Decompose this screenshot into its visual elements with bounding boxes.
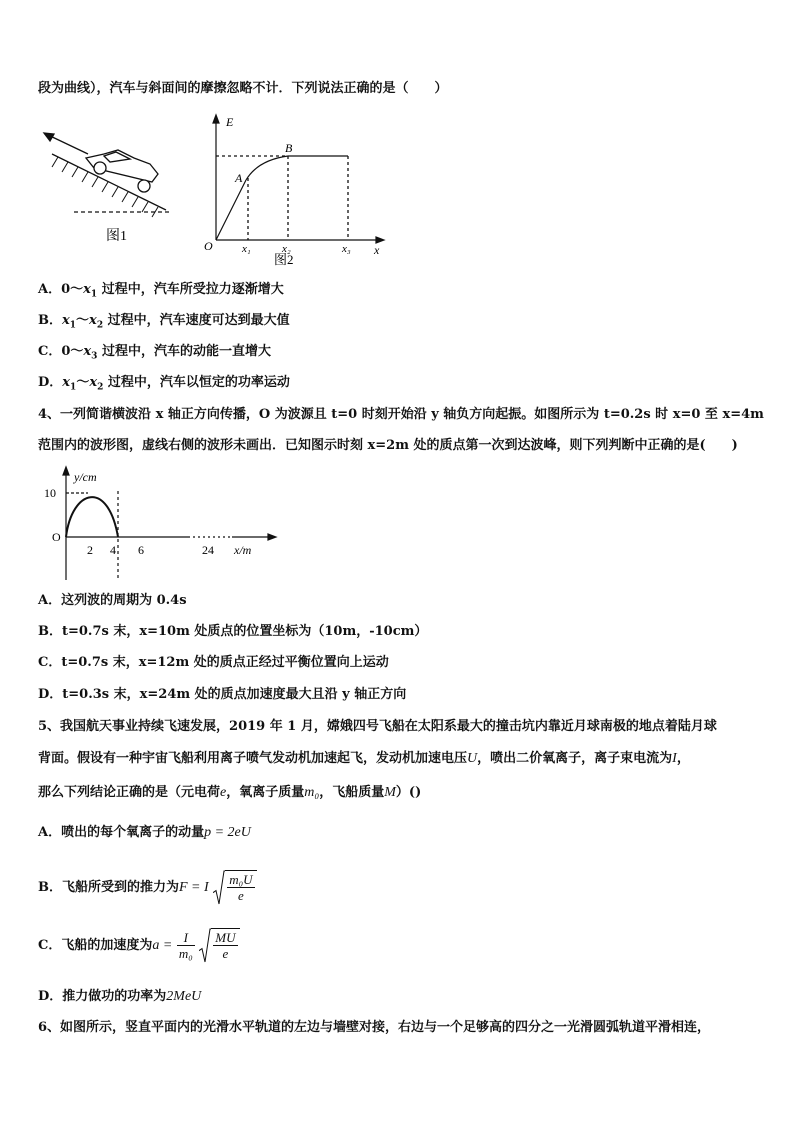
q3-option-c[interactable]: C．$0\sim x_3$ 过程中，汽车的动能一直增大 bbox=[38, 344, 271, 362]
curve-ab bbox=[246, 156, 288, 180]
q4-y-label: y/cm bbox=[74, 470, 97, 484]
q5-option-c[interactable]: C．飞船的加速度为a = $\frac{I}{\text{m₀}}$ $\frac{MU}{e}$ bbox=[38, 928, 240, 963]
q4-option-c[interactable]: C．t=0.7s 末，x=12m 处的质点正经过平衡位置向上运动 bbox=[38, 655, 389, 670]
q5-stem-line-3: 那么下列结论正确的是（元电荷e，氧离子质量m₀，飞船质量M）() bbox=[38, 785, 422, 800]
q4-x-tick-2: 2 bbox=[87, 543, 93, 557]
q4-option-d[interactable]: D．t=0.3s 末，x=24m 处的质点加速度最大且沿 y 轴正方向 bbox=[38, 687, 407, 702]
q4-stem-line-2: 范围内的波形图，虚线右侧的波形未画出．已知图示时刻 x=2m 处的质点第一次到达波峰，则下列判断中正确的是( ) bbox=[38, 438, 738, 453]
q3-option-b[interactable]: B．$x_1\sim x_2$ 过程中，汽车速度可达到最大值 bbox=[38, 313, 290, 331]
q4-wave-crest bbox=[66, 497, 118, 537]
figure-1-caption: 图1 bbox=[106, 229, 127, 244]
tick-x1: x₁ bbox=[242, 243, 251, 255]
q4-x-axis-arrow bbox=[268, 534, 276, 540]
q5-option-d[interactable]: D．推力做功的功率为2MeU bbox=[38, 989, 202, 1004]
q4-stem-line-1: 4、一列简谐横波沿 x 轴正方向传播，O 为波源且 t=0 时刻开始沿 y 轴负方向起振。如图所示为 t=0.2s 时 x=0 至 x=4m bbox=[38, 407, 764, 422]
tick-x2: x₂ bbox=[282, 243, 291, 255]
q5-option-a[interactable]: A．喷出的每个氧离子的动量p = 2eU bbox=[38, 825, 251, 840]
q5-b-sqrt: $\frac{\text{m₀U}}{e}$ bbox=[213, 870, 256, 905]
car-rear-wheel bbox=[138, 180, 150, 192]
q4-x-tick-4: 4 bbox=[110, 543, 116, 557]
q4-wave-graph bbox=[38, 465, 278, 587]
segment-oa bbox=[216, 180, 246, 240]
q4-option-a[interactable]: A．这列波的周期为 0.4s bbox=[38, 593, 187, 608]
tick-x3: x₃ bbox=[342, 243, 351, 255]
q5-c-fraction: $\frac{I}{\text{m₀}}$ bbox=[178, 930, 193, 961]
figure-2-caption: 图2 bbox=[274, 252, 294, 267]
point-a-label: A bbox=[235, 171, 243, 185]
point-b-label: B bbox=[285, 141, 293, 155]
q4-origin: O bbox=[52, 530, 61, 544]
q4-y-tick-10: 10 bbox=[44, 486, 56, 500]
car-front-wheel bbox=[94, 162, 106, 174]
y-axis-arrow bbox=[213, 115, 219, 123]
q4-x-label: x/m bbox=[234, 543, 252, 557]
q3-option-a[interactable]: A．$0\sim x_1$ 过程中，汽车所受拉力逐渐增大 bbox=[38, 282, 284, 300]
y-axis-label: E bbox=[226, 115, 234, 129]
figure-1-car-incline bbox=[38, 132, 178, 247]
q4-option-b[interactable]: B．t=0.7s 末，x=10m 处质点的位置坐标为（10m，-10cm） bbox=[38, 624, 428, 639]
q5-c-sqrt: $\frac{MU}{e}$ bbox=[199, 928, 239, 963]
q4-x-tick-24: 24 bbox=[202, 543, 214, 557]
q4-y-axis-arrow bbox=[63, 467, 69, 475]
q5-stem-line-2: 背面。假设有一种宇宙飞船利用离子喷气发动机加速起飞，发动机加速电压U，喷出二价氧离子，离子束电流为I， bbox=[38, 751, 690, 766]
q5-option-b[interactable]: B．飞船所受到的推力为F = I $\frac{\text{m₀U}}{e}$ bbox=[38, 870, 257, 905]
q3-option-d[interactable]: D．$x_1\sim x_2$ 过程中，汽车以恒定的功率运动 bbox=[38, 375, 290, 393]
pull-arrow-head bbox=[44, 133, 54, 141]
origin-label: O bbox=[204, 239, 213, 253]
x-axis-label: x bbox=[374, 243, 380, 257]
question-3-stem-tail: 段为曲线），汽车与斜面间的摩擦忽略不计．下列说法正确的是（ ） bbox=[38, 81, 448, 96]
q4-x-tick-6: 6 bbox=[138, 543, 144, 557]
q6-stem-line-1: 6、如图所示，竖直平面内的光滑水平轨道的左边与墙壁对接，右边与一个足够高的四分之一光滑圆弧轨道平滑相连， bbox=[38, 1020, 711, 1035]
figure-2-energy-graph bbox=[200, 112, 390, 267]
q5-stem-line-1: 5、我国航天事业持续飞速发展，2019 年 1 月，嫦娥四号飞船在太阳系最大的撞击坑内靠近月球南极的地点着陆月球 bbox=[38, 719, 717, 734]
